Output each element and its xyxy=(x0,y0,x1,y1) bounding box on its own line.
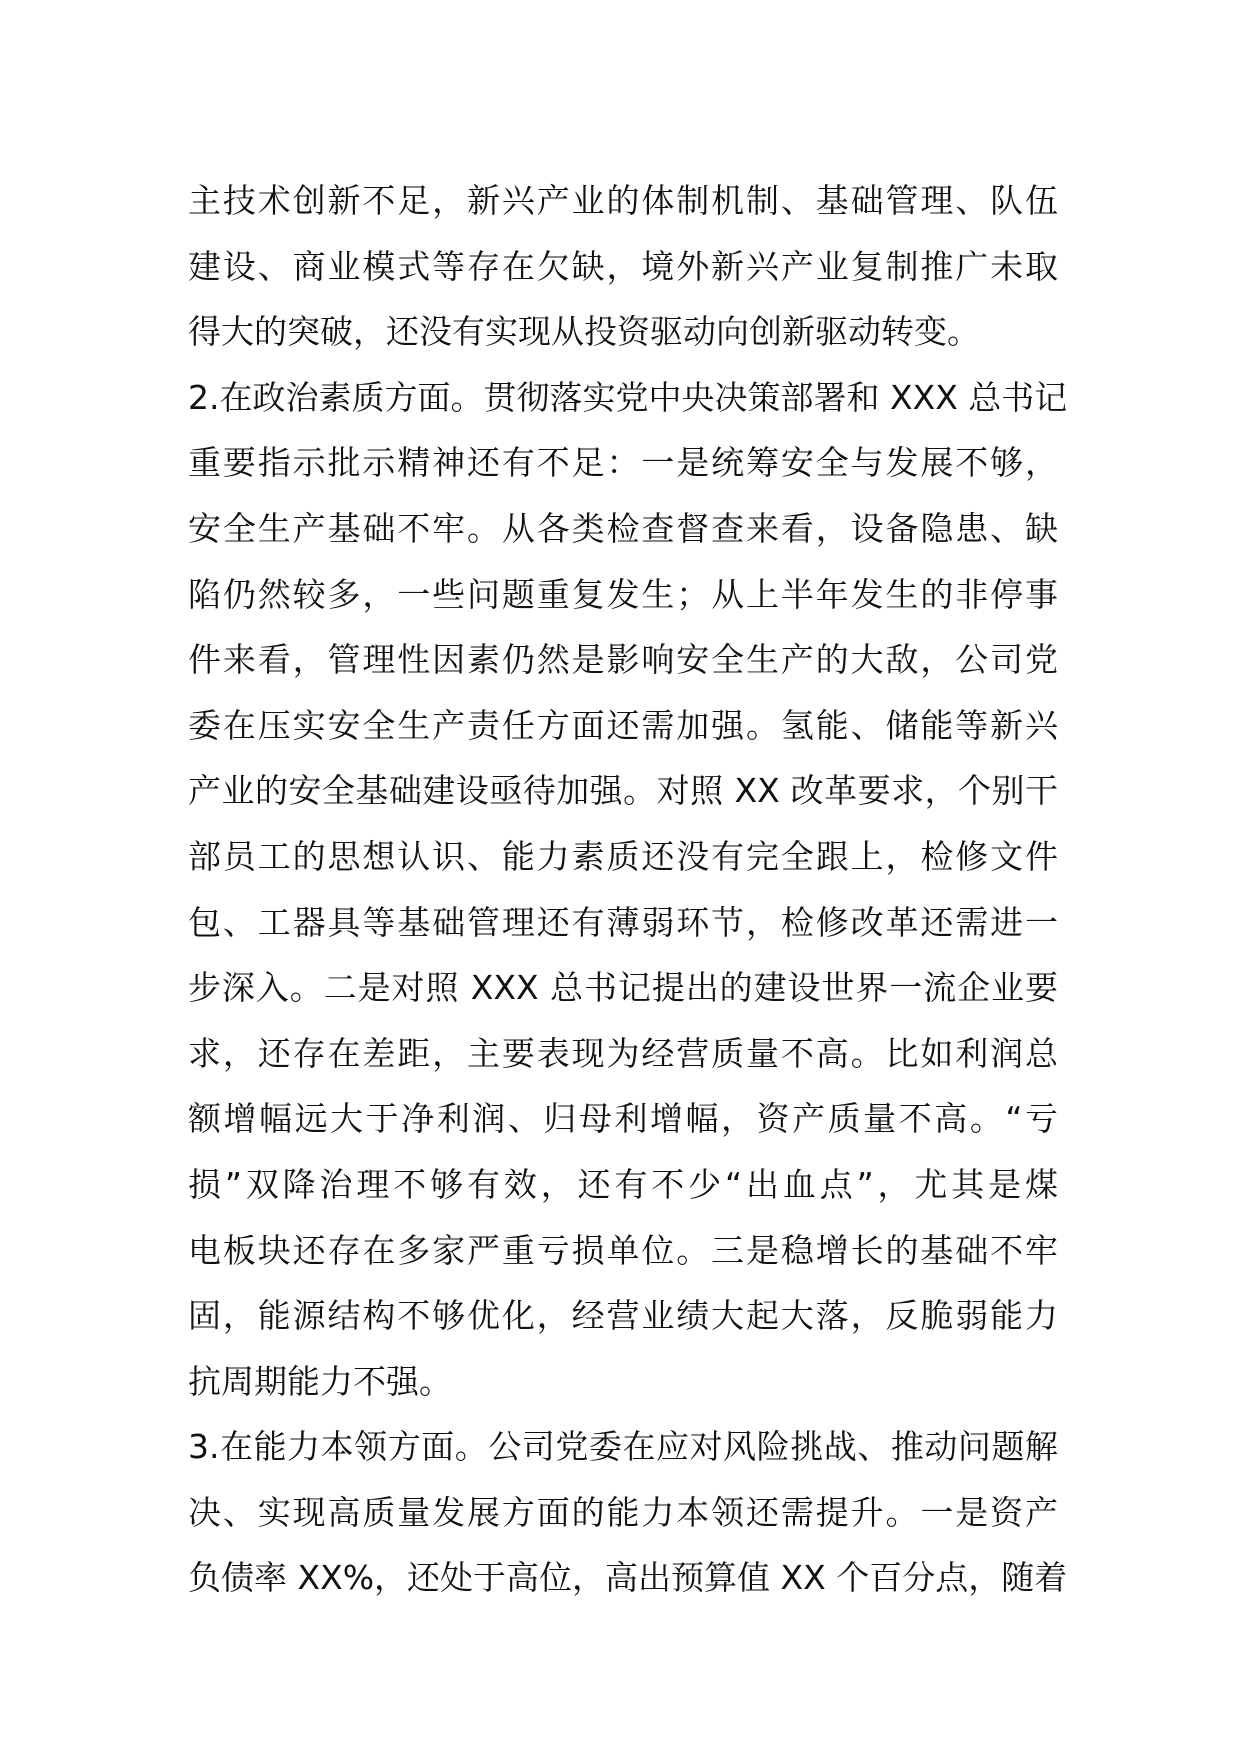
document-body xyxy=(188,168,1068,1611)
text-line: 陷仍然较多，一些问题重复发生；从上半年发生的非停事 xyxy=(188,574,1058,614)
text-line: 抗周期能力不强。 xyxy=(188,1361,452,1401)
text-line: 委在压实安全生产责任方面还需加强。氢能、储能等新兴 xyxy=(188,705,1058,745)
paragraph-1 xyxy=(188,168,1058,365)
text-line: 得大的突破，还没有实现从投资驱动向创新驱动转变。 xyxy=(188,312,980,352)
text-line: 件来看，管理性因素仍然是影响安全生产的大敌，公司党 xyxy=(188,640,1058,680)
paragraph-3 xyxy=(188,1414,1068,1611)
paragraph-2 xyxy=(188,365,1068,1415)
text-line: 电板块还存在多家严重亏损单位。三是稳增长的基础不牢 xyxy=(188,1230,1058,1270)
text-line: 步深入。二是对照 XXX 总书记提出的建设世界一流企业要 xyxy=(188,968,1058,1008)
text-line: 2.在政治素质方面。贯彻落实党中央决策部署和 XXX 总书记 xyxy=(188,377,1068,417)
text-line: 负债率 XX%，还处于高位，高出预算值 XX 个百分点，随着 xyxy=(188,1558,1068,1598)
text-line: 产业的安全基础建设亟待加强。对照 XX 改革要求，个别干 xyxy=(188,771,1058,811)
text-line: 部员工的思想认识、能力素质还没有完全跟上，检修文件 xyxy=(188,836,1058,876)
text-line: 额增幅远大于净利润、归母利增幅，资产质量不高。“亏 xyxy=(188,1099,1058,1139)
text-line: 重要指示批示精神还有不足：一是统筹安全与发展不够， xyxy=(188,443,1058,483)
text-line: 固，能源结构不够优化，经营业绩大起大落，反脆弱能力 xyxy=(188,1296,1058,1336)
text-line: 决、实现高质量发展方面的能力本领还需提升。一是资产 xyxy=(188,1492,1058,1532)
text-line: 损”双降治理不够有效，还有不少“出血点”，尤其是煤 xyxy=(188,1164,1058,1204)
text-line: 包、工器具等基础管理还有薄弱环节，检修改革还需进一 xyxy=(188,902,1058,942)
text-line: 主技术创新不足，新兴产业的体制机制、基础管理、队伍 xyxy=(188,181,1058,220)
text-line: 3.在能力本领方面。公司党委在应对风险挑战、推动问题解 xyxy=(188,1427,1058,1467)
text-line: 安全生产基础不牢。从各类检查督查来看，设备隐患、缺 xyxy=(188,508,1058,548)
text-line: 求，还存在差距，主要表现为经营质量不高。比如利润总 xyxy=(188,1033,1058,1073)
text-line: 建设、商业模式等存在欠缺，境外新兴产业复制推广未取 xyxy=(188,246,1058,286)
